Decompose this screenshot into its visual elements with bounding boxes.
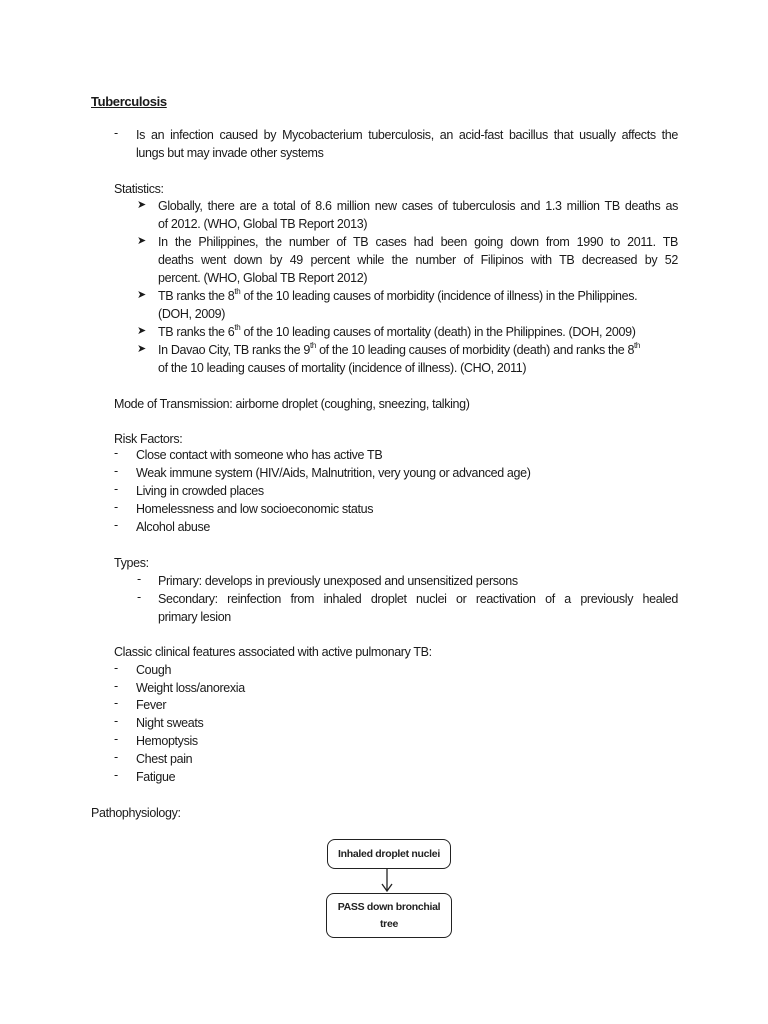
risk-factor-item: Living in crowded places [136, 484, 264, 498]
stat-3-text-a: TB ranks the 8 [158, 289, 235, 303]
risk-factors-heading: Risk Factors: [114, 432, 183, 446]
stat-3-line-2: (DOH, 2009) [158, 307, 226, 321]
stat-3-text-b: of the 10 leading causes of morbidity (incidence of illness) in the Philippines. [240, 289, 638, 303]
list-bullet: - [114, 768, 118, 782]
list-bullet: - [137, 590, 141, 604]
clinical-heading: Classic clinical features associated with active pulmonary TB: [114, 645, 432, 659]
page-title: Tuberculosis [91, 94, 167, 109]
clinical-feature-item: Fever [136, 698, 167, 712]
stat-4-line-1 [158, 323, 636, 341]
list-bullet: - [114, 696, 118, 710]
list-bullet: - [114, 464, 118, 478]
list-bullet: - [114, 679, 118, 693]
type-secondary-line-1: Secondary: reinfection from inhaled droplet nuclei or reactivation of a previously healed [158, 592, 678, 606]
clinical-feature-item: Fatigue [136, 770, 176, 784]
stat-5-text-a: In Davao City, TB ranks the 9 [158, 343, 310, 357]
risk-factor-item: Close contact with someone who has active TB [136, 448, 383, 462]
list-bullet: - [114, 518, 118, 532]
stat-1-line-1: Globally, there are a total of 8.6 million new cases of tuberculosis and 1.3 million TB deaths as [158, 199, 678, 213]
clinical-feature-item: Weight loss/anorexia [136, 681, 245, 695]
stat-1-line-2: of 2012. (WHO, Global TB Report 2013) [158, 217, 368, 231]
list-bullet: - [114, 482, 118, 496]
stat-5-ordinal: th [309, 340, 316, 350]
list-bullet: - [114, 500, 118, 514]
stat-2-line-2: deaths went down by 49 percent while the number of Filipinos with TB decreased by 52 [158, 253, 678, 267]
flow-box-bronchial-tree [326, 893, 452, 938]
risk-factor-item: Weak immune system (HIV/Aids, Malnutrition, very young or advanced age) [136, 466, 531, 480]
clinical-feature-item: Chest pain [136, 752, 193, 766]
flow-box-inhaled-droplet [327, 839, 451, 869]
arrowhead-bullet-icon: ➤ [137, 343, 146, 355]
arrowhead-bullet-icon: ➤ [137, 235, 146, 247]
arrowhead-bullet-icon: ➤ [137, 289, 146, 301]
list-bullet: - [114, 661, 118, 675]
clinical-feature-item: Night sweats [136, 716, 204, 730]
flow-box-label: PASS down bronchial [337, 900, 441, 913]
risk-factor-item: Homelessness and low socioeconomic status [136, 502, 374, 516]
stat-4-ordinal: th [234, 322, 241, 332]
flow-box-label: tree [379, 917, 399, 930]
type-primary: Primary: develops in previously unexposed and unsensitized persons [158, 574, 518, 588]
definition-line-2: lungs but may invade other systems [136, 146, 324, 160]
risk-factor-item: Alcohol abuse [136, 520, 210, 534]
arrowhead-bullet-icon: ➤ [137, 199, 146, 211]
stat-3-line-1 [158, 287, 678, 305]
list-bullet: - [114, 750, 118, 764]
type-secondary-line-2: primary lesion [158, 610, 231, 624]
stat-2-line-3: percent. (WHO, Global TB Report 2012) [158, 271, 368, 285]
list-bullet: - [114, 732, 118, 746]
list-bullet: - [114, 714, 118, 728]
stat-3-ordinal: th [234, 286, 241, 296]
definition-bullet: - [114, 126, 118, 140]
pathophysiology-heading: Pathophysiology: [91, 806, 181, 820]
down-arrow-icon [377, 868, 397, 894]
clinical-feature-item: Hemoptysis [136, 734, 198, 748]
clinical-feature-item: Cough [136, 663, 172, 677]
definition-line-1: Is an infection caused by Mycobacterium tuberculosis, an acid-fast bacillus that usually affects the [136, 128, 678, 142]
flow-box-label: Inhaled droplet nuclei [338, 848, 440, 860]
stat-2-line-1: In the Philippines, the number of TB cases had been going down from 1990 to 2011. TB [158, 235, 678, 249]
stat-5-line-2: of the 10 leading causes of mortality (incidence of illness). (CHO, 2011) [158, 361, 527, 375]
stat-4-text-a: TB ranks the 6 [158, 325, 235, 339]
arrowhead-bullet-icon: ➤ [137, 325, 146, 337]
stat-4-text-b: of the 10 leading causes of mortality (death) in the Philippines. (DOH, 2009) [240, 325, 636, 339]
types-heading: Types: [114, 556, 149, 570]
list-bullet: - [114, 446, 118, 460]
transmission-text: Mode of Transmission: airborne droplet (coughing, sneezing, talking) [114, 397, 470, 411]
list-bullet: - [137, 572, 141, 586]
stat-5-ordinal-2: th [634, 340, 641, 350]
statistics-heading: Statistics: [114, 182, 164, 196]
stat-5-line-1 [158, 341, 678, 359]
stat-5-text-b: of the 10 leading causes of morbidity (death) and ranks the 8 [315, 343, 635, 357]
